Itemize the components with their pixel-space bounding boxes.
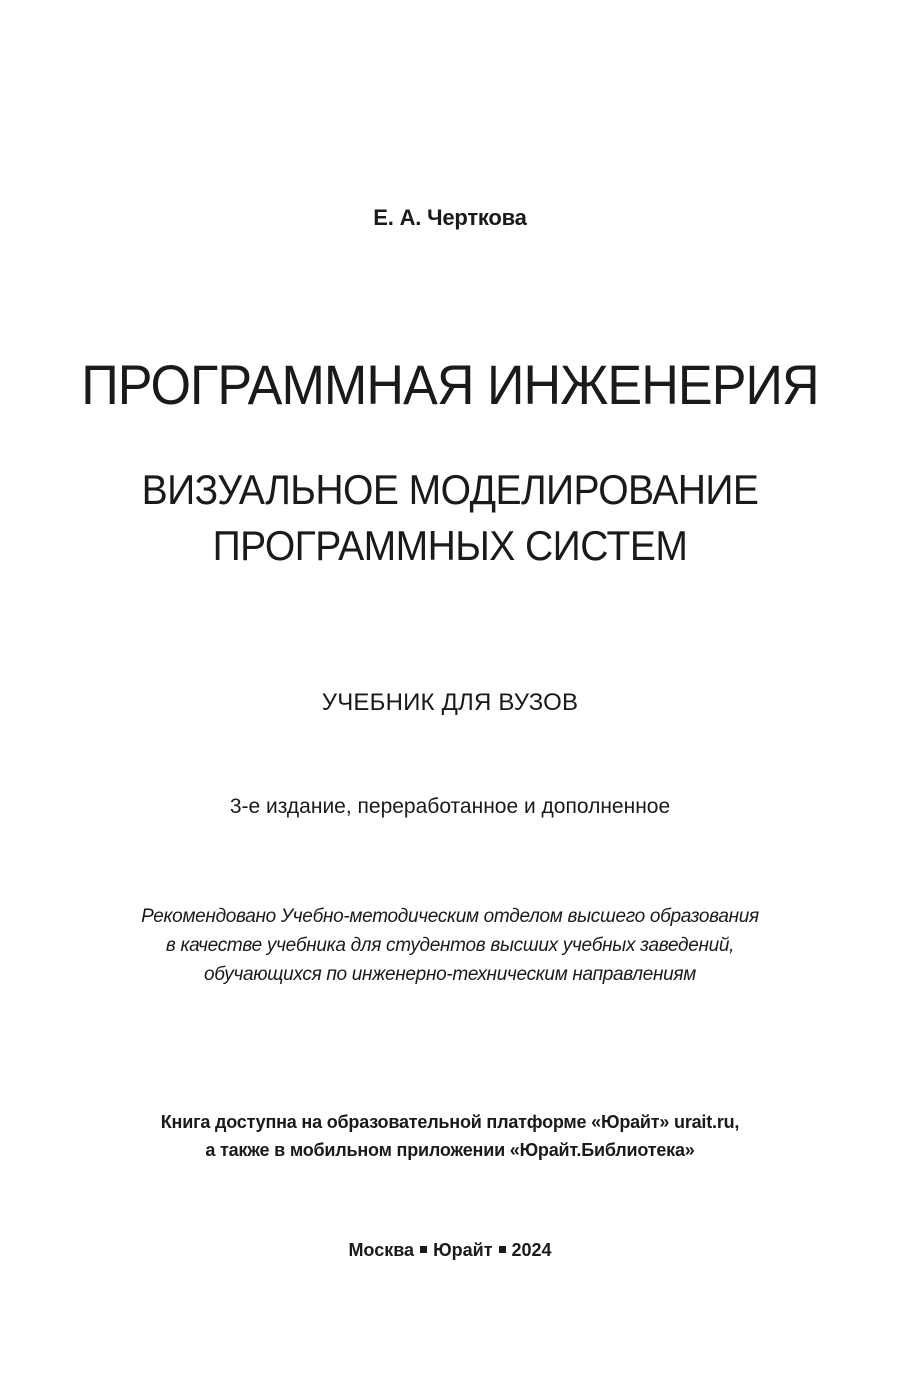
subtitle-line-2: ПРОГРАММНЫХ СИСТЕМ (212, 522, 688, 569)
book-title (32, 352, 869, 418)
author-name (0, 205, 900, 231)
book-genre (0, 688, 900, 718)
author-text: Е. А. Черткова (373, 205, 527, 230)
availability-note (0, 1108, 900, 1164)
recommendation-line-2: в качестве учебника для студентов высших учебных заведений, (165, 935, 735, 956)
publication-imprint (0, 1238, 900, 1262)
imprint-city: Москва (348, 1240, 415, 1260)
recommendation-line-3: обучающихся по инженерно-техническим направлениям (204, 964, 696, 985)
genre-text: УЧЕБНИК ДЛЯ ВУЗОВ (321, 689, 579, 716)
title-text: ПРОГРАММНАЯ ИНЖЕНЕРИЯ (81, 353, 819, 416)
imprint-year: 2024 (511, 1240, 552, 1260)
subtitle-line-1: ВИЗУАЛЬНОЕ МОДЕЛИРОВАНИЕ (141, 466, 759, 513)
edition-info (0, 794, 900, 820)
square-separator-icon (499, 1246, 506, 1253)
availability-line-2: а также в мобильном приложении «Юрайт.Библиотека» (205, 1140, 695, 1160)
recommendation-line-1: Рекомендовано Учебно-методическим отделом высшего образования (141, 906, 759, 927)
edition-text: 3-е издание, переработанное и дополненное (229, 795, 671, 818)
book-subtitle (32, 462, 869, 574)
square-separator-icon (420, 1246, 427, 1253)
availability-line-1: Книга доступна на образовательной платформе «Юрайт» urait.ru, (160, 1112, 740, 1132)
imprint-publisher: Юрайт (433, 1240, 493, 1260)
recommendation-note (0, 902, 900, 989)
